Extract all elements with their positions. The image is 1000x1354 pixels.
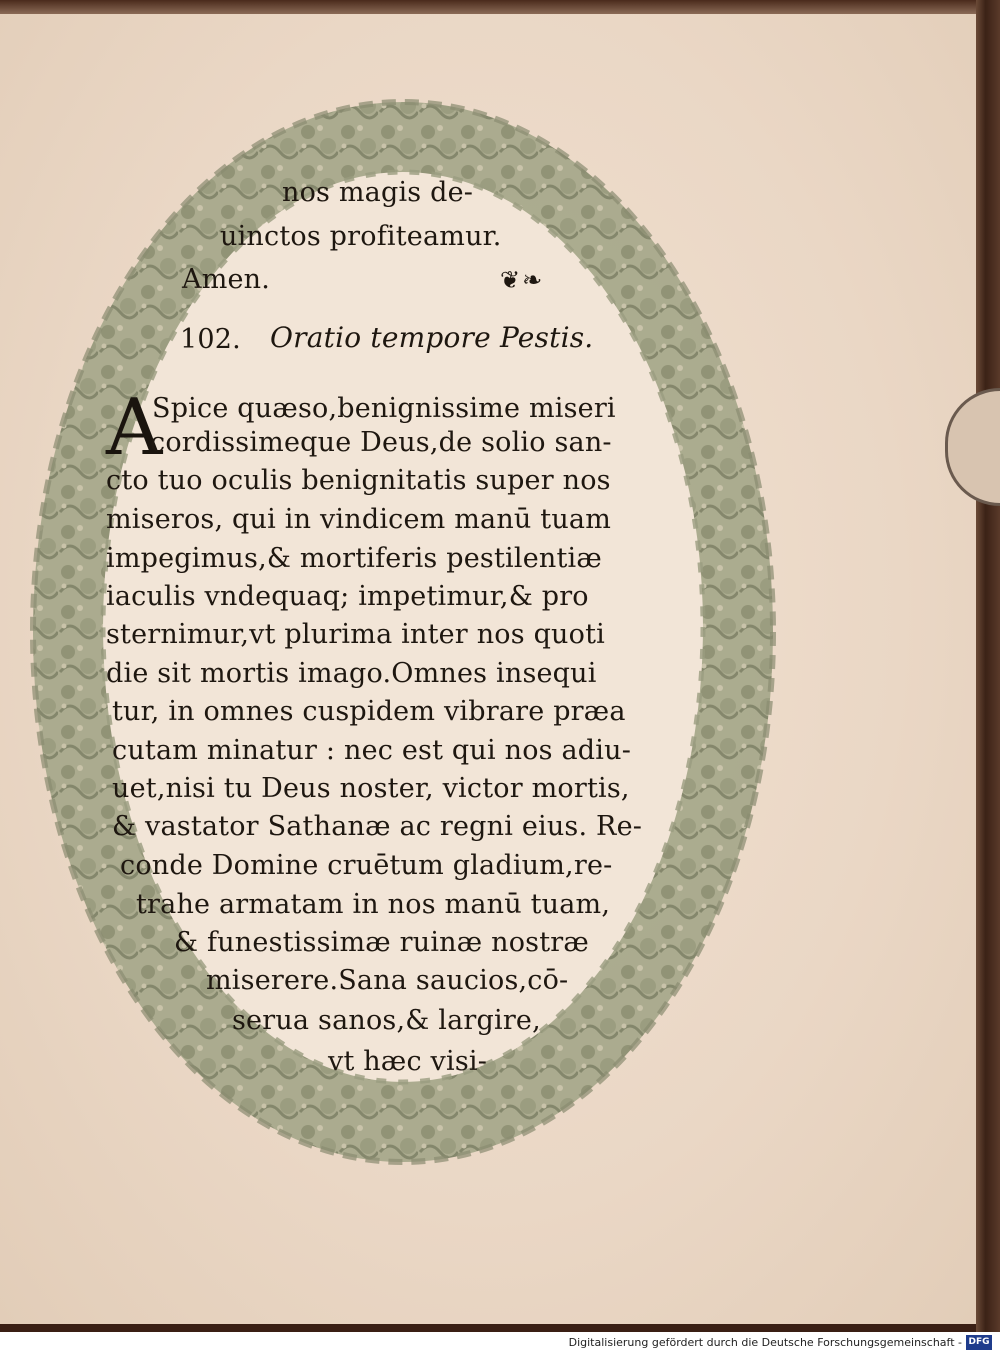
text-line: serua sanos,& largire,	[232, 1005, 541, 1036]
text-line: trahe armatam in nos manū tuam,	[136, 889, 611, 920]
text-line: cutam minatur : nec est qui nos adiu-	[112, 735, 632, 766]
book-page	[0, 12, 978, 1324]
funding-credit: Digitalisierung gefördert durch die Deutsche Forschungsgemeinschaft -	[568, 1336, 962, 1349]
text-line: & vastator Sathanæ ac regni eius. Re-	[112, 811, 643, 842]
text-line: Amen.	[182, 264, 271, 295]
text-line: sternimur,vt plurima inter nos quoti	[106, 619, 605, 650]
text-line: cto tuo oculis benignitatis super nos	[106, 465, 611, 496]
drop-cap-initial: A	[106, 383, 163, 473]
text-line: miseros, qui in vindicem manū tuam	[106, 504, 612, 535]
text-line: Spice quæso,benignissime miseri	[152, 393, 616, 424]
text-line: nos magis de-	[282, 177, 474, 208]
text-line: vt hæc visi-	[328, 1046, 488, 1077]
text-line: die sit mortis imago.Omnes insequi	[106, 658, 597, 689]
text-line: uet,nisi tu Deus noster, victor mortis,	[112, 773, 630, 804]
text-line: conde Domine cruētum gladium,re-	[120, 850, 613, 881]
text-line: cordissimeque Deus,de solio san-	[150, 427, 612, 458]
text-line: iaculis vndequaq; impetimur,& pro	[106, 581, 589, 612]
digitization-footer	[0, 1332, 1000, 1354]
page-top-edge	[0, 0, 980, 14]
dfg-logo: DFG	[966, 1335, 992, 1350]
fleuron-ornament: ❦❧	[500, 266, 545, 294]
text-line: & funestissimæ ruinæ nostræ	[174, 927, 589, 958]
text-line: impegimus,& mortiferis pestilentiæ	[106, 543, 602, 574]
text-line: uinctos profiteamur.	[220, 221, 502, 252]
prayer-number: 102.	[180, 324, 241, 355]
text-line: tur, in omnes cuspidem vibrare præa	[112, 696, 626, 727]
book-binding-edge	[976, 0, 1000, 1332]
prayer-title: Oratio tempore Pestis.	[270, 321, 594, 354]
text-line: miserere.Sana saucios,cō-	[206, 965, 569, 996]
